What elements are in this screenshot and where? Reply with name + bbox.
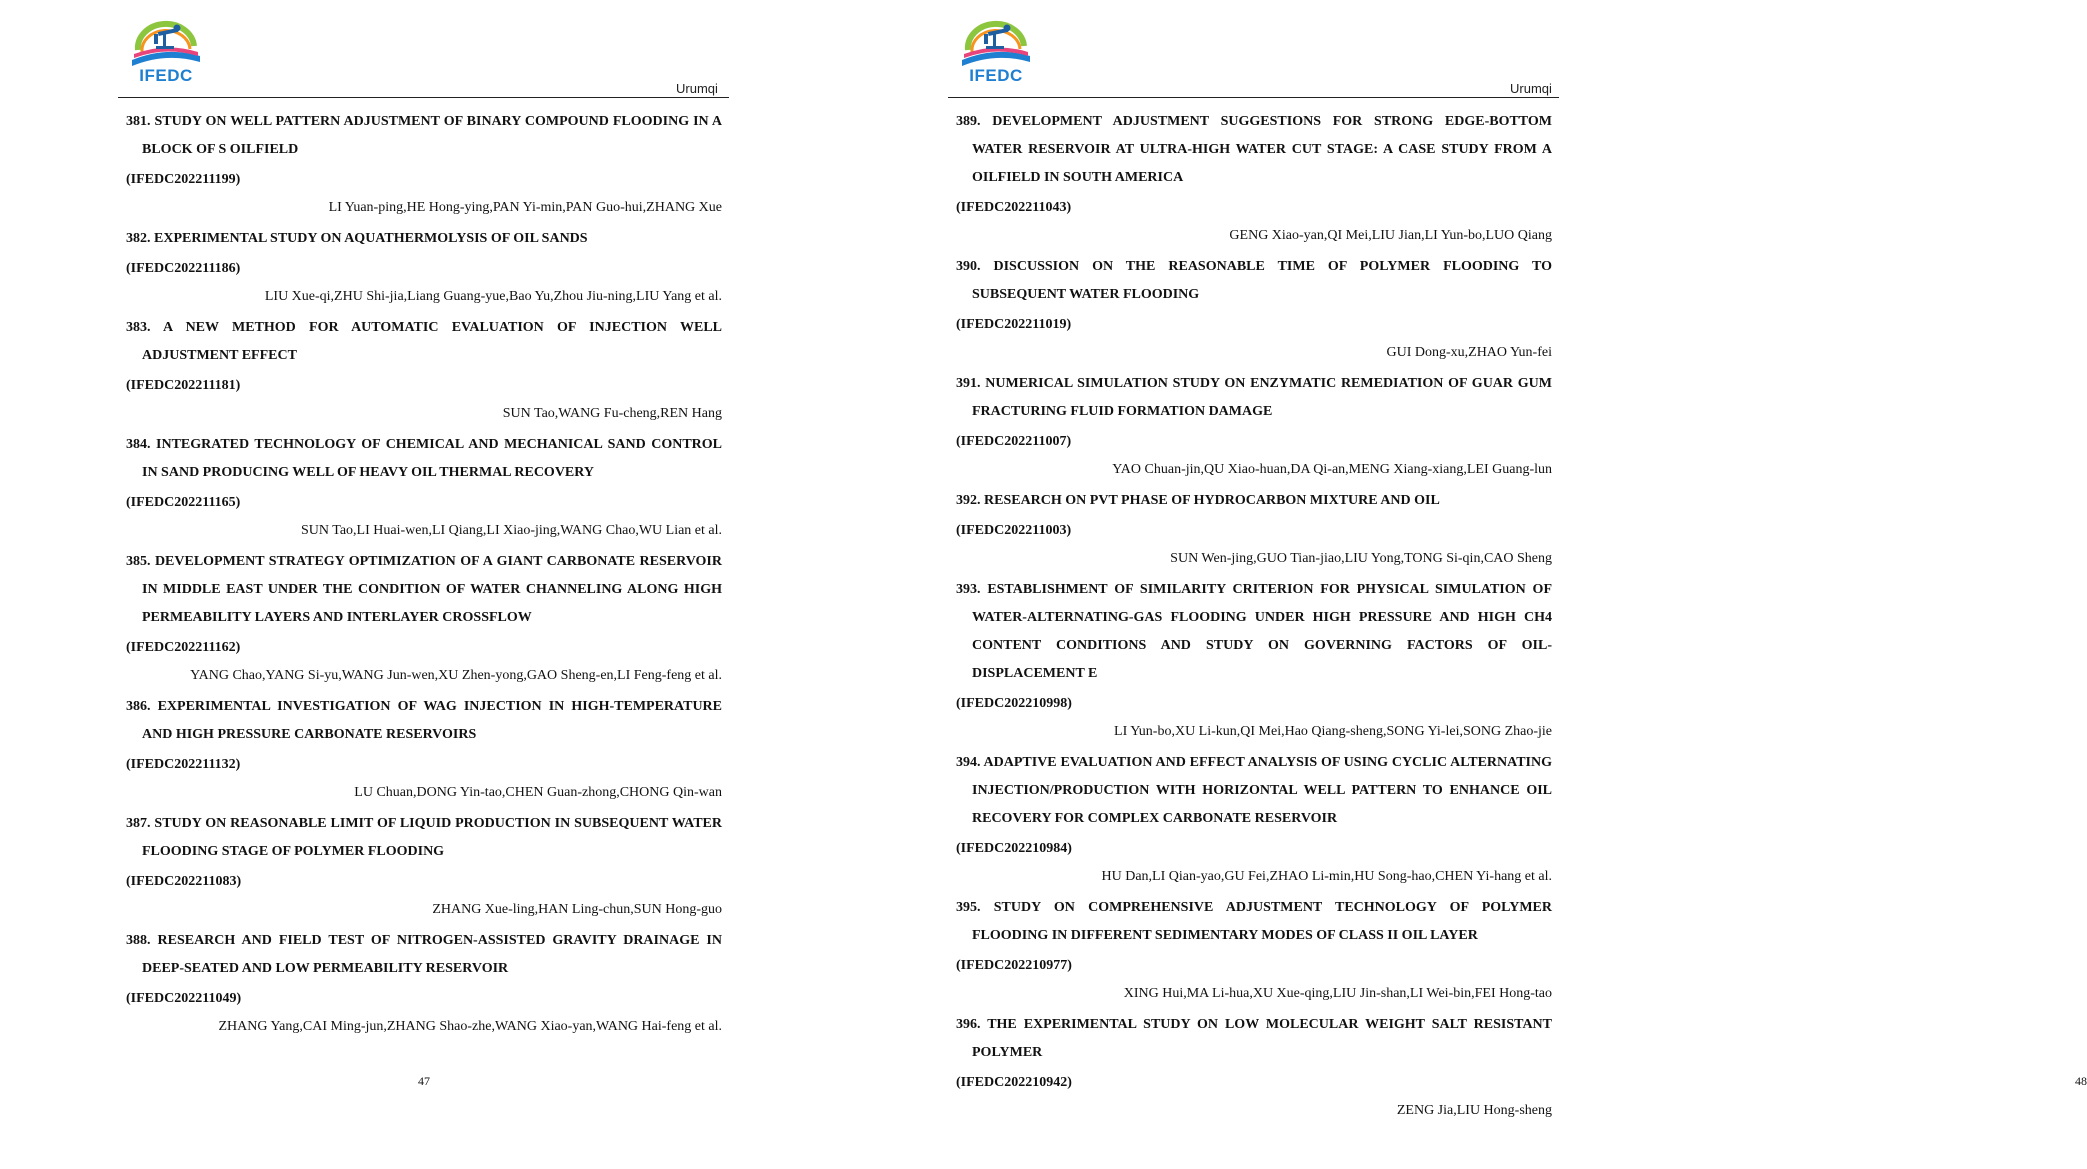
entry-title-text: DEVELOPMENT ADJUSTMENT SUGGESTIONS FOR STRONG EDGE-BOTTOM WATER RESERVOIR AT ULTRA-HIGH WATER CUT STAGE: A CASE STUDY FROM A OILFIELD IN SOUTH AMERICA [972,114,1552,185]
entry-title [956,370,1552,426]
entry-388 [126,927,722,1039]
entry-list [956,108,1552,1128]
entry-number: 385. [126,554,151,569]
entry-code: (IFEDC202210984) [956,841,1072,856]
entry-title [126,108,722,164]
entry-code: (IFEDC202211007) [956,434,1072,449]
entry-number: 383. [126,320,151,335]
entry-authors: LI Yuan-ping,HE Hong-ying,PAN Yi-min,PAN Guo-hui,ZHANG Xue [328,200,722,215]
ifedc-logo [130,16,202,86]
entry-authors: GUI Dong-xu,ZHAO Yun-fei [1386,345,1552,360]
entry-title-text: A NEW METHOD FOR AUTOMATIC EVALUATION OF INJECTION WELL ADJUSTMENT EFFECT [142,320,722,363]
entry-title [956,253,1552,309]
entry-title [956,487,1552,515]
entry-authors: GENG Xiao-yan,QI Mei,LIU Jian,LI Yun-bo,LUO Qiang [1229,228,1552,243]
entry-title-text: INTEGRATED TECHNOLOGY OF CHEMICAL AND MECHANICAL SAND CONTROL IN SAND PRODUCING WELL OF HEAVY OIL THERMAL RECOVERY [142,437,722,480]
entry-title-text: NUMERICAL SIMULATION STUDY ON ENZYMATIC REMEDIATION OF GUAR GUM FRACTURING FLUID FORMATION DAMAGE [972,376,1552,419]
logo-text: IFEDC [139,66,193,85]
ifedc-logo [960,16,1032,86]
entry-number: 386. [126,699,151,714]
entry-authors: SUN Tao,LI Huai-wen,LI Qiang,LI Xiao-jing,WANG Chao,WU Lian et al. [301,523,722,538]
entry-title [956,749,1552,833]
entry-title-text: RESEARCH AND FIELD TEST OF NITROGEN-ASSISTED GRAVITY DRAINAGE IN DEEP-SEATED AND LOW PERMEABILITY RESERVOIR [142,933,722,976]
page-number: 47 [418,1074,430,1088]
entry-code: (IFEDC202211162) [126,640,241,655]
entry-authors: SUN Wen-jing,GUO Tian-jiao,LIU Yong,TONG Si-qin,CAO Sheng [1170,551,1552,566]
entry-code: (IFEDC202211186) [126,261,241,276]
entry-394 [956,749,1552,889]
entry-authors: LI Yun-bo,XU Li-kun,QI Mei,Hao Qiang-sheng,SONG Yi-lei,SONG Zhao-jie [1114,724,1552,739]
entry-number: 389. [956,114,981,129]
entry-390 [956,253,1552,365]
entry-title [956,108,1552,192]
entry-title-text: EXPERIMENTAL INVESTIGATION OF WAG INJECTION IN HIGH-TEMPERATURE AND HIGH PRESSURE CARBONATE RESERVOIRS [142,699,722,742]
entry-code: (IFEDC202210942) [956,1075,1072,1090]
entry-code: (IFEDC202210998) [956,696,1072,711]
entry-381 [126,108,722,220]
entry-code: (IFEDC202210977) [956,958,1072,973]
entry-code: (IFEDC202211019) [956,317,1072,332]
entry-393 [956,576,1552,744]
entry-title-text: ADAPTIVE EVALUATION AND EFFECT ANALYSIS OF USING CYCLIC ALTERNATING INJECTION/PRODUCTION WITH HORIZONTAL WELL PATTERN TO ENHANCE OIL RECOVERY FOR COMPLEX CARBONATE RESERVOIR [972,755,1552,826]
entry-code: (IFEDC202211043) [956,200,1072,215]
entry-396 [956,1011,1552,1123]
entry-authors: YANG Chao,YANG Si-yu,WANG Jun-wen,XU Zhen-yong,GAO Sheng-en,LI Feng-feng et al. [190,668,722,683]
header-city: Urumqi [1510,81,1552,96]
header-city: Urumqi [676,81,718,96]
entry-number: 381. [126,114,151,129]
entry-number: 390. [956,259,981,274]
entry-list [126,108,722,1044]
entry-authors: HU Dan,LI Qian-yao,GU Fei,ZHAO Li-min,HU Song-hao,CHEN Yi-hang et al. [1101,869,1552,884]
entry-code: (IFEDC202211165) [126,495,241,510]
entry-number: 396. [956,1017,981,1032]
entry-code: (IFEDC202211049) [126,991,242,1006]
entry-title [126,431,722,487]
entry-title [126,225,722,253]
entry-authors: ZENG Jia,LIU Hong-sheng [1396,1103,1552,1118]
entry-391 [956,370,1552,482]
entry-authors: LU Chuan,DONG Yin-tao,CHEN Guan-zhong,CHONG Qin-wan [354,785,722,800]
entry-number: 382. [126,231,151,246]
entry-title [126,548,722,632]
entry-title [126,810,722,866]
entry-386 [126,693,722,805]
entry-392 [956,487,1552,571]
entry-387 [126,810,722,922]
entry-title [956,894,1552,950]
entry-385 [126,548,722,688]
page-48 [827,0,2087,1169]
entry-number: 392. [956,493,981,508]
entry-number: 387. [126,816,151,831]
entry-389 [956,108,1552,248]
entry-code: (IFEDC202211132) [126,757,241,772]
entry-number: 394. [956,755,981,770]
entry-number: 384. [126,437,151,452]
entry-title [956,1011,1552,1067]
entry-code: (IFEDC202211181) [126,378,241,393]
entry-title-text: DEVELOPMENT STRATEGY OPTIMIZATION OF A GIANT CARBONATE RESERVOIR IN MIDDLE EAST UNDER THE CONDITION OF WATER CHANNELING ALONG HIGH PERMEABILITY LAYERS AND INTERLAYER CROSSFLOW [142,554,722,625]
entry-number: 395. [956,900,981,915]
entry-title-text: ESTABLISHMENT OF SIMILARITY CRITERION FOR PHYSICAL SIMULATION OF WATER-ALTERNATING-GAS FLOODING UNDER HIGH PRESSURE AND HIGH CH4 CONTENT CONDITIONS AND STUDY ON GOVERNING FACTORS OF OIL-DISPLACEMENT E [972,582,1553,681]
entry-title-text: STUDY ON REASONABLE LIMIT OF LIQUID PRODUCTION IN SUBSEQUENT WATER FLOODING STAGE OF POLYMER FLOODING [142,816,722,859]
entry-title [126,693,722,749]
entry-code: (IFEDC202211083) [126,874,242,889]
entry-title-text: DISCUSSION ON THE REASONABLE TIME OF POLYMER FLOODING TO SUBSEQUENT WATER FLOODING [972,259,1553,302]
entry-title-text: RESEARCH ON PVT PHASE OF HYDROCARBON MIXTURE AND OIL [984,493,1440,508]
header-rule [948,97,1559,98]
entry-code: (IFEDC202211199) [126,172,241,187]
entry-title-text: EXPERIMENTAL STUDY ON AQUATHERMOLYSIS OF OIL SANDS [154,231,588,246]
entry-number: 391. [956,376,981,391]
entry-383 [126,314,722,426]
entry-authors: YAO Chuan-jin,QU Xiao-huan,DA Qi-an,MENG Xiang-xiang,LEI Guang-lun [1112,462,1552,477]
entry-title-text: STUDY ON WELL PATTERN ADJUSTMENT OF BINARY COMPOUND FLOODING IN A BLOCK OF S OILFIELD [142,114,723,157]
entry-code: (IFEDC202211003) [956,523,1072,538]
entry-382 [126,225,722,309]
entry-title-text: STUDY ON COMPREHENSIVE ADJUSTMENT TECHNOLOGY OF POLYMER FLOODING IN DIFFERENT SEDIMENTARY MODES OF CLASS II OIL LAYER [972,900,1553,943]
entry-number: 388. [126,933,151,948]
entry-title-text: THE EXPERIMENTAL STUDY ON LOW MOLECULAR WEIGHT SALT RESISTANT POLYMER [972,1017,1552,1060]
entry-authors: ZHANG Yang,CAI Ming-jun,ZHANG Shao-zhe,WANG Xiao-yan,WANG Hai-feng et al. [218,1019,722,1034]
entry-authors: SUN Tao,WANG Fu-cheng,REN Hang [502,406,722,421]
entry-authors: LIU Xue-qi,ZHU Shi-jia,Liang Guang-yue,Bao Yu,Zhou Jiu-ning,LIU Yang et al. [264,289,722,304]
entry-title [126,314,722,370]
entry-title [956,576,1552,688]
page-47 [0,0,827,1169]
entry-authors: ZHANG Xue-ling,HAN Ling-chun,SUN Hong-guo [432,902,722,917]
logo-text: IFEDC [969,66,1023,85]
entry-title [126,927,722,983]
entry-384 [126,431,722,543]
entry-395 [956,894,1552,1006]
oil-pump-logo-icon [130,16,202,68]
page-number: 48 [2075,1074,2087,1088]
entry-number: 393. [956,582,981,597]
header-rule [118,97,729,98]
entry-authors: XING Hui,MA Li-hua,XU Xue-qing,LIU Jin-shan,LI Wei-bin,FEI Hong-tao [1123,986,1552,1001]
oil-pump-logo-icon [960,16,1032,68]
